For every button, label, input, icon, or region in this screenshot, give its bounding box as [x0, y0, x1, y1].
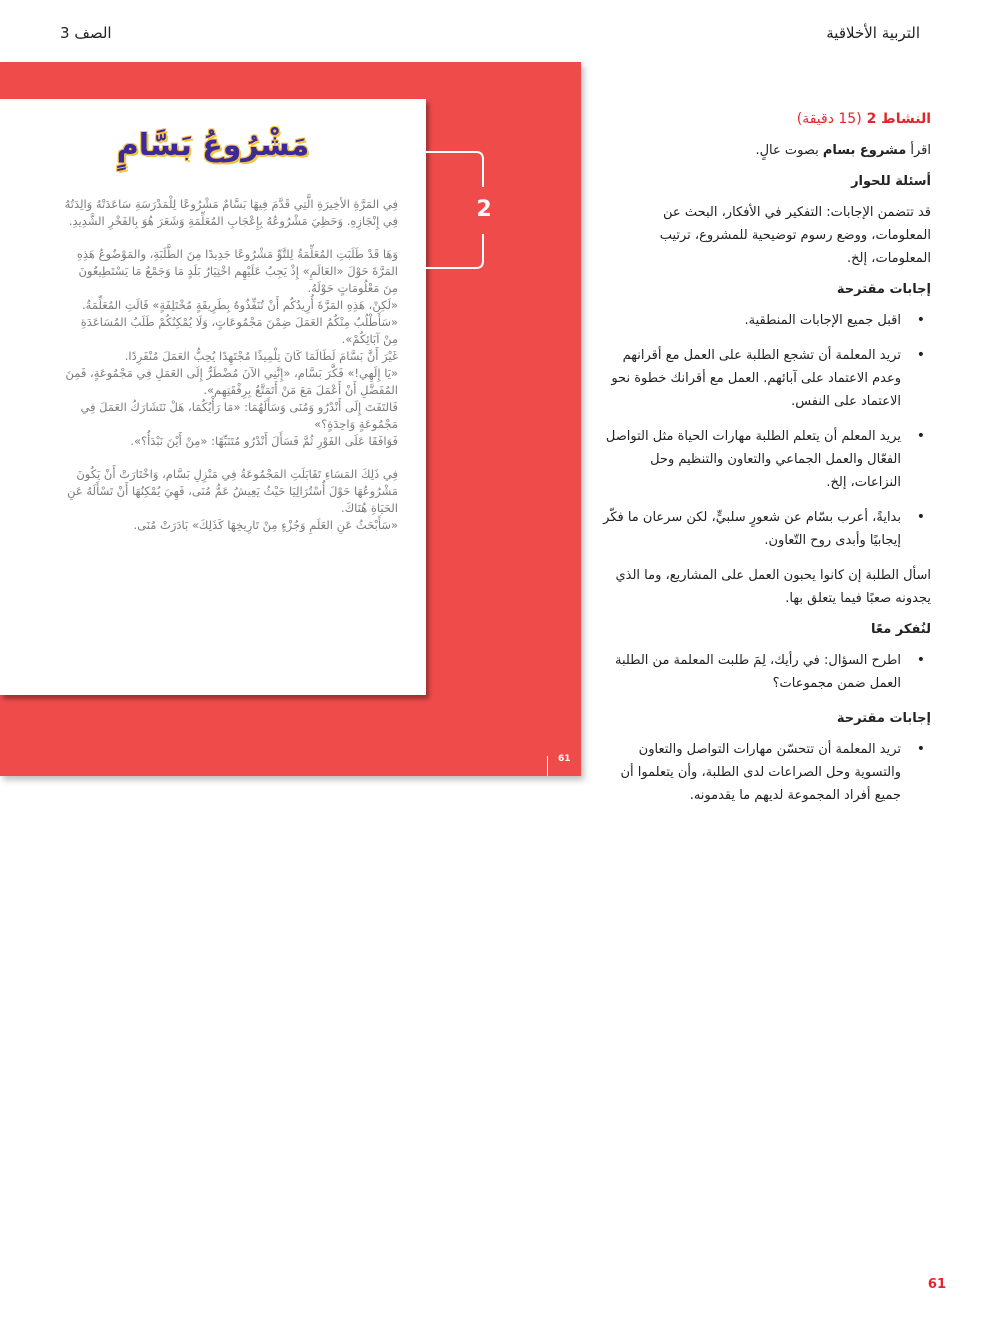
story-line: «سَأَبْحَثُ عَنِ العَلَمِ وَجُزْءٍ مِنْ تَارِيخِهَا كَذَلِكَ» بَادَرَتْ مُنَى.: [133, 518, 398, 532]
list-item: • اقبل جميع الإجابات المنطقية.: [600, 309, 931, 332]
story-line: المُفَضَّلِ أَنْ أَعْمَلَ مَعَ مَنْ أَتَمَتَّعُ بِرِفْقَتِهِم».: [203, 383, 398, 397]
suggested-answers-heading: إجابات مقترحة: [836, 282, 931, 297]
activity-title: [600, 108, 931, 131]
list-item: • بدايةً، أعرب بسّام عن شعورٍ سلبيٍّ، لكن سرعان ما فكّر إيجابيًا وأبدى روح التّعاون.: [600, 506, 931, 552]
grade-label: الصف 3: [60, 24, 112, 42]
subject-label: التربية الأخلاقية: [826, 24, 920, 42]
think-together-heading: لنُفكر معًا: [871, 622, 931, 637]
instruction-story-name: مشروع بسام: [822, 143, 907, 158]
list-item: • تريد المعلمة أن تشجع الطلبة على العمل مع أقرانهم وعدم الاعتماد على آبائهم. العمل مع أقرانك خطوة نحو الاعتماد على النفس.: [600, 344, 931, 413]
story-paragraph: [32, 466, 398, 534]
story-line: المَرَّةَ حَوْلَ «العَالَمِ» إِذْ يَجِبُ عَلَيْهِم اخْتِيَارُ بَلَدٍ مَا وَجَمْعُ مَا يَسْتَطِيعُونَ: [78, 264, 398, 278]
story-line: مِنَ مَعْلُومَاتٍ حَوْلَهُ.: [307, 281, 398, 295]
story-line: غَيْرَ أَنَّ بَسَّامَ لَطَالَمَا كَانَ تِلْمِيذًا مُجْتَهِدًا يُحِبُّ العَمَلَ مُنْفَرِدًا.: [124, 349, 398, 363]
suggested-answers-list: [600, 309, 931, 552]
instruction-pre: اقرأ: [906, 143, 931, 158]
suggested-answers-list: [600, 738, 931, 807]
section-number: 2: [476, 197, 492, 222]
story-line: فِي المَرَّةِ الأخِيرَةِ الَّتِي قَدَّمَ فِيهَا بَسَّامٌ مَشْرُوعًا لِلْمَدْرَسَةِ سَاعَدَتْهُ وَالِدَتُهُ: [64, 197, 398, 211]
story-line: وَهَا قَدْ طَلَبَتِ المُعَلِّمَةُ لِلتَّوِّ مَشْرُوعًا جَدِيدًا مِنَ الطَّلَبَةِ، والمَوْضُوعُ هَذِهِ: [76, 247, 398, 261]
story-paragraph: [32, 246, 398, 450]
activity-label: النشاط 2: [866, 111, 931, 127]
page-divider: [547, 756, 548, 776]
dialogue-heading: أسئلة للحوار: [851, 174, 931, 189]
story-paragraph: [32, 196, 398, 230]
activity-duration: (15 دقيقة): [796, 111, 862, 127]
story-line: «سَأَطْلُبُ مِنْكُمُ العَمَلَ ضِمْنَ مَجْمُوعَاتٍ، وَلَا يُمْكِنُكُمْ طَلَبُ المُسَاعَدَةِ: [80, 315, 398, 329]
suggested-answers-heading: إجابات مقترحة: [836, 711, 931, 726]
list-item: • يريد المعلم أن يتعلم الطلبة مهارات الحياة مثل التواصل الفعّال والعمل الجماعي والتعاون والتنظيم وحل النزاعات، إلخ.: [600, 425, 931, 494]
think-together-list: [600, 649, 931, 695]
dialogue-text: قد تتضمن الإجابات: التفكير في الأفكار، البحث عن المعلومات، ووضع رسوم توضيحية للمشروع، ترتيب المعلومات، إلخ.: [659, 205, 931, 266]
story-text: [32, 196, 398, 550]
instruction-post: بصوت عالٍ.: [755, 143, 823, 158]
list-item: • اطرح السؤال: في رأيك، لِمَ طلبت المعلمة من الطلبة العمل ضمن مجموعات؟: [600, 649, 931, 695]
teacher-notes: [600, 108, 931, 819]
activity-instruction: [600, 139, 931, 162]
page-number: 61: [927, 1277, 946, 1292]
ask-students-text: اسأل الطلبة إن كانوا يحبون العمل على المشاريع، وما الذي يجدونه صعبًا فيما يتعلق بها.: [615, 568, 931, 606]
story-line: مِنْ آبَائِكُمْ».: [341, 332, 398, 346]
story-line: فِي ذَلِكَ المَسَاءِ تَقَابَلَتِ المَجْمُوعَةُ فِي مَنْزِلِ بَسَّام، وَاخْتَارَتْ أَنْ يَكُونَ: [76, 467, 398, 481]
story-line: «لَكِنْ، هَذِهِ المَرَّةَ أُرِيدُكُم أَنْ تُنَفِّذُوهُ بِطَرِيقَةٍ مُخْتَلِفَةٍ» قَالَتِ المُعَلِّمَةُ.: [82, 298, 398, 312]
story-line: فِي إِنْجَازِهِ. وَحَظِيَ مَشْرُوعُهُ بِإِعْجَابِ المُعَلِّمَةِ وَشَعَرَ هُوَ بِالفَخْرِ الشَّدِيدِ.: [68, 214, 398, 228]
list-item: • تريد المعلمة أن تتحسّن مهارات التواصل والتعاون والتسوية وحل الصراعات لدى الطلبة، وأن يتعلموا أن جميع أفراد المجموعة لديهم ما يقدمونه.: [600, 738, 931, 807]
panel-page-number: 61: [558, 754, 571, 764]
story-line: مَجْمُوعَةٍ وَاحِدَةٍ؟»: [314, 417, 398, 431]
story-line: فَالتَفَتَ إِلَى أَنْدْرُو وَمُنَى وَسَأَلَهُمَا: «مَا رَأْيُكُمَا، هَلْ نَتَشَارَكُ العَمَلَ فِي: [80, 400, 398, 414]
story-line: «يَا إِلَهِي!» فَكَّرَ بَسَّام، «إِنَّنِي الآنَ مُضْطَرٌّ إِلَى العَمَلِ فِي مَجْمُوعَةٍ، فَمِنَ: [65, 366, 398, 380]
story-line: الحَيَاةِ هُنَاكَ.: [341, 501, 398, 515]
story-title: مَشْرُوعُ بَسَّامٍ: [116, 128, 310, 163]
story-line: مَشْرُوعُهَا حَوْلَ أُسْتُرَالِيَا حَيْثُ يَعِيشُ عَمُّ مُنَى، فَهِيَ يُمْكِنُهَا أَنْ تَسْأَلَهُ عَنِ: [67, 484, 398, 498]
story-line: فَوَافَقَا عَلَى الفَوْرِ ثُمَّ فَسَأَلَ أَنْدْرُو مُتَنَبِّهًا: «مِنْ أَيْنَ نَبْدَأُ؟».: [130, 434, 398, 448]
